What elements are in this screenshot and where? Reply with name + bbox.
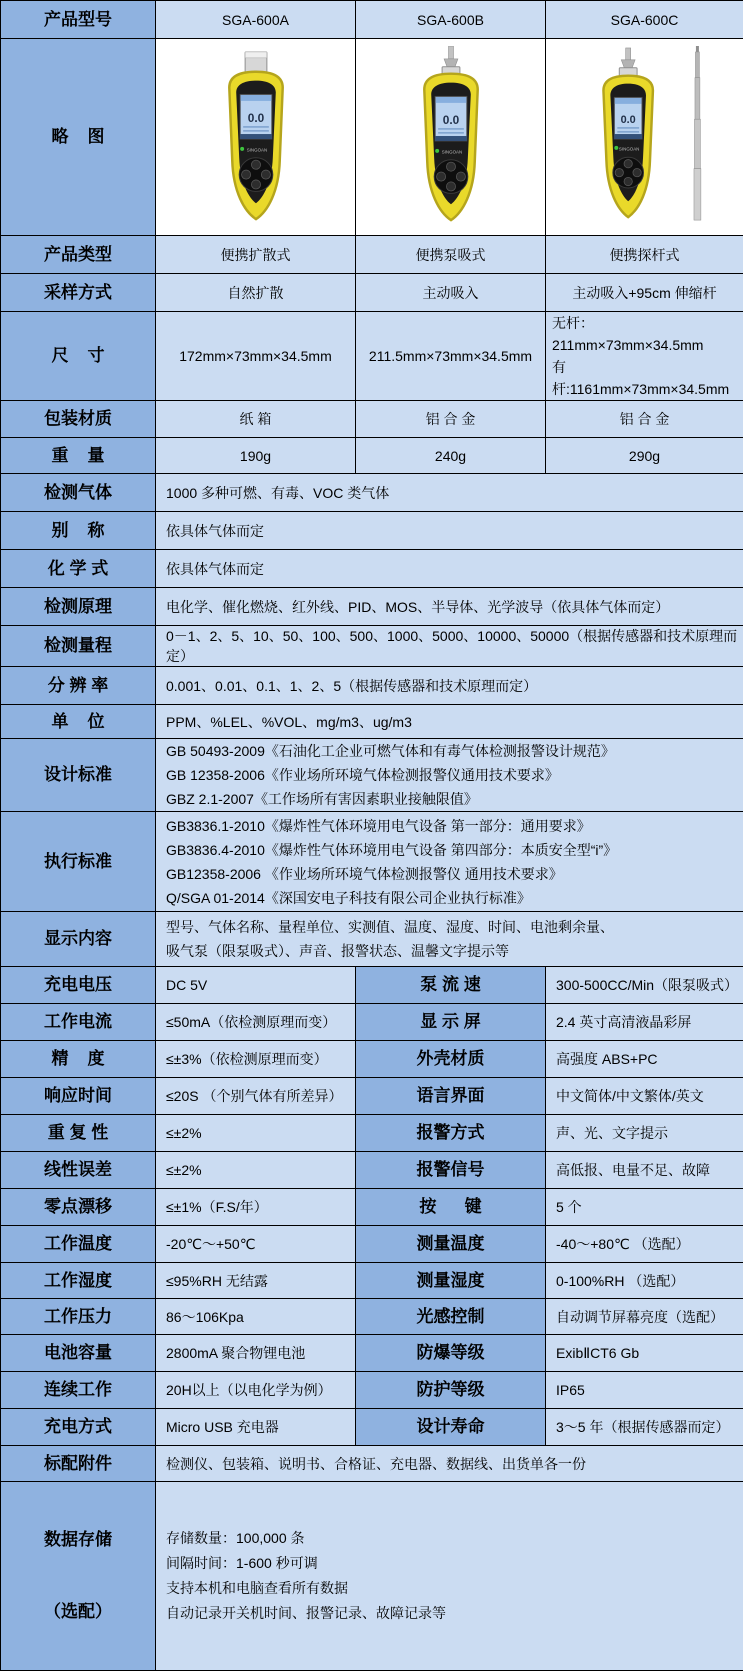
value-working-current: ≤50mA（依检测原理而变）: [156, 1004, 356, 1041]
label-charge-voltage: 充电电压: [1, 967, 156, 1004]
exec-standard-line: GB3836.4-2010《爆炸性气体环境用电气设备 第四部分：本质安全型“i”》: [166, 838, 739, 862]
value-sampling-a: 自然扩散: [156, 274, 356, 312]
value-charge-voltage: DC 5V: [156, 967, 356, 1004]
value-alarm-signal: 高低报、电量不足、故障: [546, 1152, 743, 1189]
row-dimensions: [1, 312, 743, 401]
value-working-humidity: ≤95%RH 无结露: [156, 1263, 356, 1299]
value-product-type-b: 便携泵吸式: [356, 236, 546, 274]
label-continuous-work: 连续工作: [1, 1372, 156, 1409]
cell-sketch-b: [356, 39, 546, 236]
row-weight: [1, 438, 743, 474]
value-explosion-proof-grade: ExibⅡCT6 Gb: [546, 1335, 743, 1372]
spec-row-0: [1, 967, 743, 1004]
screen-reading: 0.0: [247, 111, 264, 125]
exec-standard-line: GB12358-2006 《作业场所环境气体检测报警仪 通用技术要求》: [166, 862, 739, 886]
label-exec-standard: 执行标准: [1, 812, 156, 912]
spec-row-7: [1, 1226, 743, 1263]
label-language-ui: 语言界面: [356, 1078, 546, 1115]
label-working-humidity: 工作湿度: [1, 1263, 156, 1299]
row-data-storage: [1, 1482, 743, 1671]
value-working-pressure: 86～106Kpa: [156, 1299, 356, 1335]
row-product-type: [1, 236, 743, 274]
row-exec-standard: [1, 812, 743, 912]
value-product-type-a: 便携扩散式: [156, 236, 356, 274]
led-indicator: [614, 145, 618, 149]
display-content-line: 吸气泵（限泵吸式）、声音、报警状态、温馨文字提示等: [166, 939, 739, 963]
label-alarm-signal: 报警信号: [356, 1152, 546, 1189]
data-storage-label-line1: 数据存储: [1, 1525, 155, 1555]
spec-row-2: [1, 1041, 743, 1078]
value-dimensions-b: 211.5mm×73mm×34.5mm: [356, 312, 546, 401]
cell-sketch-c: [546, 39, 743, 236]
dimensions-c-with-rod: 有杆:1161mm×73mm×34.5mm: [552, 356, 743, 400]
brand-text: SINGOAN: [246, 147, 266, 152]
sga-600c-product-image: [565, 46, 725, 229]
exec-standard-line: Q/SGA 01-2014《深国安电子科技有限公司企业执行标准》: [166, 886, 739, 910]
row-display-content: [1, 912, 743, 967]
row-accessories: [1, 1446, 743, 1482]
label-unit: 单 位: [1, 705, 156, 739]
value-gas: 1000 多种可燃、有毒、VOC 类气体: [156, 474, 743, 512]
value-model-a: SGA-600A: [156, 1, 356, 39]
value-shell-material: 高强度 ABS+PC: [546, 1041, 743, 1078]
value-accuracy: ≤±3%（依检测原理而变）: [156, 1041, 356, 1078]
spec-row-8: [1, 1263, 743, 1299]
value-working-temp: -20℃～+50℃: [156, 1226, 356, 1263]
row-sampling: [1, 274, 743, 312]
value-dimensions-a: 172mm×73mm×34.5mm: [156, 312, 356, 401]
cell-sketch-a: [156, 39, 356, 236]
data-storage-line: 支持本机和电脑查看所有数据: [166, 1576, 739, 1601]
label-sketch: 略 图: [1, 39, 156, 236]
label-weight: 重 量: [1, 438, 156, 474]
label-pump-flow: 泵 流 速: [356, 967, 546, 1004]
value-pump-flow: 300-500CC/Min（限泵吸式）: [546, 967, 743, 1004]
value-model-b: SGA-600B: [356, 1, 546, 39]
spec-row-4: [1, 1115, 743, 1152]
row-sketch: [1, 39, 743, 236]
label-formula: 化 学 式: [1, 550, 156, 588]
label-accuracy: 精 度: [1, 1041, 156, 1078]
sga-600a-product-image: [181, 46, 331, 229]
value-dimensions-c: [546, 312, 743, 401]
spec-row-6: [1, 1189, 743, 1226]
display-content-line: 型号、气体名称、量程单位、实测值、温度、湿度、时间、电池剩余量、: [166, 915, 739, 939]
value-continuous-work: 20H以上（以电化学为例）: [156, 1372, 356, 1409]
value-product-type-c: 便携探杆式: [546, 236, 743, 274]
value-design-standard: [156, 739, 743, 812]
spec-row-10: [1, 1335, 743, 1372]
label-data-storage: [1, 1482, 156, 1671]
label-light-control: 光感控制: [356, 1299, 546, 1335]
row-design-standard: [1, 739, 743, 812]
label-protection-grade: 防护等级: [356, 1372, 546, 1409]
value-accessories: 检测仪、包装箱、说明书、合格证、充电器、数据线、出货单各一份: [156, 1446, 743, 1482]
row-model: [1, 1, 743, 39]
led-indicator: [435, 148, 439, 152]
screen-reading: 0.0: [442, 113, 459, 127]
label-packaging: 包装材质: [1, 401, 156, 438]
row-formula: [1, 550, 743, 588]
value-formula: 依具体气体而定: [156, 550, 743, 588]
value-model-c: SGA-600C: [546, 1, 743, 39]
label-working-temp: 工作温度: [1, 1226, 156, 1263]
row-principle: [1, 588, 743, 626]
data-storage-line: 存储数量：100,000 条: [166, 1526, 739, 1551]
label-gas: 检测气体: [1, 474, 156, 512]
row-resolution: [1, 667, 743, 705]
row-packaging: [1, 401, 743, 438]
value-sampling-c: 主动吸入+95cm 伸缩杆: [546, 274, 743, 312]
value-principle: 电化学、催化燃烧、红外线、PID、MOS、半导体、光学波导（依具体气体而定）: [156, 588, 743, 626]
value-zero-drift: ≤±1%（F.S/年）: [156, 1189, 356, 1226]
label-product-type: 产品类型: [1, 236, 156, 274]
value-sampling-b: 主动吸入: [356, 274, 546, 312]
label-design-life: 设计寿命: [356, 1409, 546, 1446]
label-dimensions: 尺 寸: [1, 312, 156, 401]
row-range: [1, 626, 743, 667]
value-display-screen: 2.4 英寸高清液晶彩屏: [546, 1004, 743, 1041]
value-design-life: 3～5 年（根据传感器而定）: [546, 1409, 743, 1446]
label-shell-material: 外壳材质: [356, 1041, 546, 1078]
data-storage-label-line2: （选配）: [1, 1597, 155, 1627]
spec-row-12: [1, 1409, 743, 1446]
row-unit: [1, 705, 743, 739]
value-alarm-mode: 声、光、文字提示: [546, 1115, 743, 1152]
value-battery-capacity: 2800mA 聚合物锂电池: [156, 1335, 356, 1372]
value-weight-b: 240g: [356, 438, 546, 474]
label-resolution: 分 辨 率: [1, 667, 156, 705]
design-standard-line: GBZ 2.1-2007《工作场所有害因素职业接触限值》: [166, 787, 739, 811]
data-storage-line: 间隔时间：1-600 秒可调: [166, 1551, 739, 1576]
spec-row-5: [1, 1152, 743, 1189]
label-display-screen: 显 示 屏: [356, 1004, 546, 1041]
value-protection-grade: IP65: [546, 1372, 743, 1409]
label-accessories: 标配附件: [1, 1446, 156, 1482]
design-standard-line: GB 12358-2006《作业场所环境气体检测报警仪通用技术要求》: [166, 763, 739, 787]
value-exec-standard: [156, 812, 743, 912]
label-buttons: 按 键: [356, 1189, 546, 1226]
label-measure-temp: 测量温度: [356, 1226, 546, 1263]
label-product-model: 产品型号: [1, 1, 156, 39]
value-language-ui: 中文简体/中文繁体/英文: [546, 1078, 743, 1115]
label-alarm-mode: 报警方式: [356, 1115, 546, 1152]
value-light-control: 自动调节屏幕亮度（选配）: [546, 1299, 743, 1335]
value-packaging-b: 铝 合 金: [356, 401, 546, 438]
label-zero-drift: 零点漂移: [1, 1189, 156, 1226]
label-response-time: 响应时间: [1, 1078, 156, 1115]
brand-text: SINGOAN: [618, 146, 638, 151]
brand-text: SINGOAN: [441, 149, 461, 154]
label-design-standard: 设计标准: [1, 739, 156, 812]
led-indicator: [240, 146, 244, 150]
value-weight-c: 290g: [546, 438, 743, 474]
value-range: 0－1、2、5、10、50、100、500、1000、5000、10000、50000（根据传感器和技术原理而定）: [156, 626, 743, 667]
value-resolution: 0.001、0.01、0.1、1、2、5（根据传感器和技术原理而定）: [156, 667, 743, 705]
exec-standard-line: GB3836.1-2010《爆炸性气体环境用电气设备 第一部分：通用要求》: [166, 814, 739, 838]
label-working-current: 工作电流: [1, 1004, 156, 1041]
spec-row-3: [1, 1078, 743, 1115]
value-data-storage: [156, 1482, 743, 1671]
label-working-pressure: 工作压力: [1, 1299, 156, 1335]
value-linearity-error: ≤±2%: [156, 1152, 356, 1189]
label-charging-method: 充电方式: [1, 1409, 156, 1446]
value-buttons: 5 个: [546, 1189, 743, 1226]
spec-row-9: [1, 1299, 743, 1335]
dimensions-c-without-rod: 无杆：211mm×73mm×34.5mm: [552, 312, 743, 356]
value-unit: PPM、%LEL、%VOL、mg/m3、ug/m3: [156, 705, 743, 739]
label-range: 检测量程: [1, 626, 156, 667]
row-gas: [1, 474, 743, 512]
label-measure-humidity: 测量湿度: [356, 1263, 546, 1299]
spec-row-1: [1, 1004, 743, 1041]
value-charging-method: Micro USB 充电器: [156, 1409, 356, 1446]
data-storage-line: 自动记录开关机时间、报警记录、故障记录等: [166, 1601, 739, 1626]
label-linearity-error: 线性误差: [1, 1152, 156, 1189]
value-display-content: [156, 912, 743, 967]
label-principle: 检测原理: [1, 588, 156, 626]
label-explosion-proof-grade: 防爆等级: [356, 1335, 546, 1372]
label-battery-capacity: 电池容量: [1, 1335, 156, 1372]
label-display-content: 显示内容: [1, 912, 156, 967]
label-alias: 别 称: [1, 512, 156, 550]
value-measure-humidity: 0-100%RH （选配）: [546, 1263, 743, 1299]
value-alias: 依具体气体而定: [156, 512, 743, 550]
value-repeatability: ≤±2%: [156, 1115, 356, 1152]
value-packaging-c: 铝 合 金: [546, 401, 743, 438]
sga-600b-product-image: [376, 46, 526, 229]
row-alias: [1, 512, 743, 550]
design-standard-line: GB 50493-2009《石油化工企业可燃气体和有毒气体检测报警设计规范》: [166, 739, 739, 763]
telescopic-probe-image: [693, 46, 700, 220]
value-response-time: ≤20S （个别气体有所差异）: [156, 1078, 356, 1115]
value-measure-temp: -40～+80℃ （选配）: [546, 1226, 743, 1263]
spec-row-11: [1, 1372, 743, 1409]
value-packaging-a: 纸 箱: [156, 401, 356, 438]
label-sampling: 采样方式: [1, 274, 156, 312]
screen-reading: 0.0: [620, 114, 635, 126]
value-weight-a: 190g: [156, 438, 356, 474]
label-repeatability: 重 复 性: [1, 1115, 156, 1152]
